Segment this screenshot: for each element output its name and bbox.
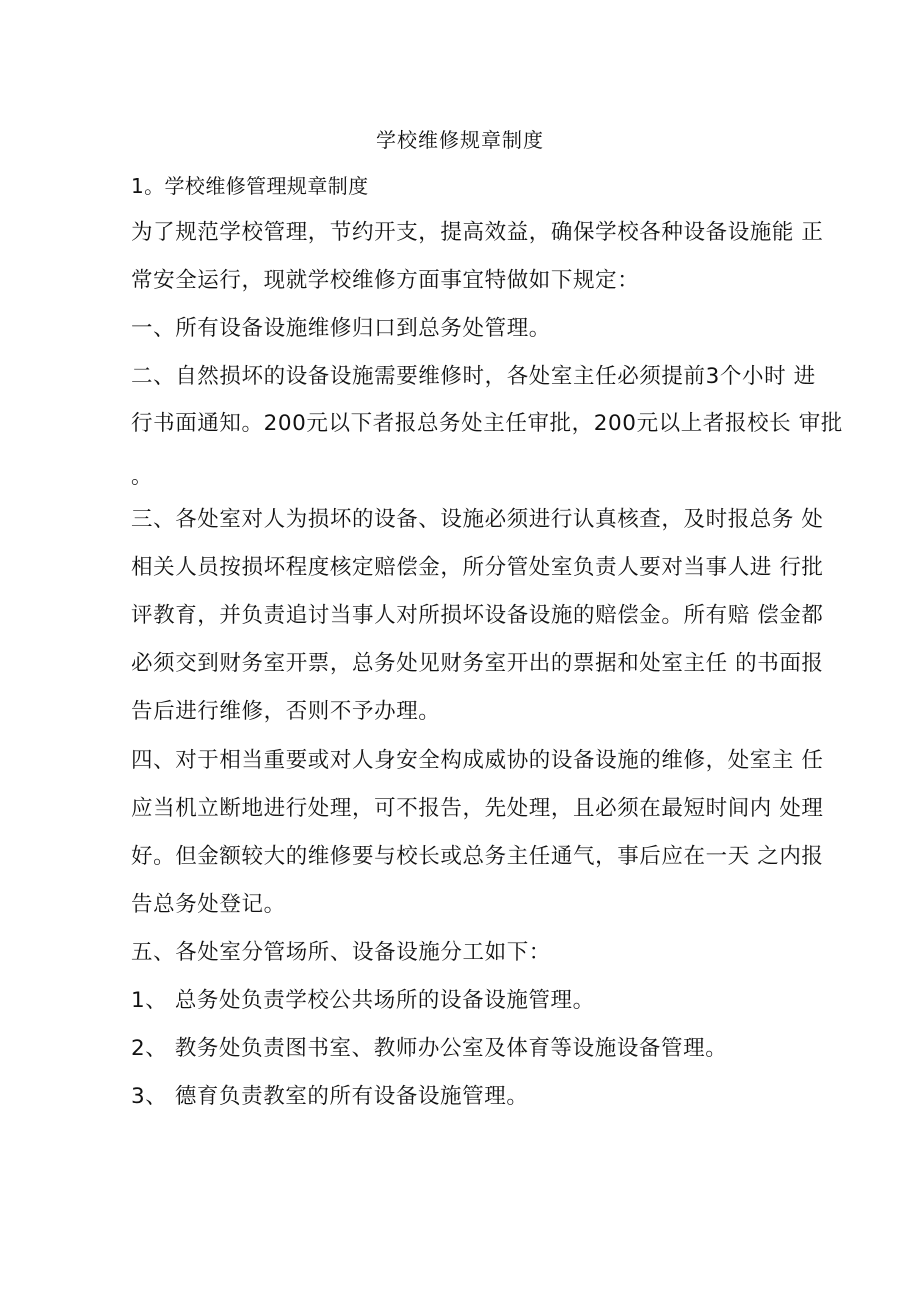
paragraph-line: 告后进行维修，否则不予办理。 (131, 699, 441, 724)
paragraph-line: 应当机立断地进行处理，可不报告，先处理，且必须在最短时间内 处理 (131, 796, 824, 821)
paragraph-line: 相关人员按损坏程度核定赔偿金，所分管处室负责人要对当事人进 行批 (131, 555, 824, 580)
paragraph-line: 。 (131, 464, 152, 488)
paragraph-line: 为了规范学校管理，节约开支，提高效益，确保学校各种设备设施能 正 (131, 220, 824, 245)
section-heading: 1。学校维修管理规章制度 (131, 174, 369, 198)
paragraph-line: 常安全运行，现就学校维修方面事宜特做如下规定： (131, 268, 640, 293)
list-item: 1、 总务处负责学校公共场所的设备设施管理。 (131, 988, 595, 1013)
paragraph-line: 必须交到财务室开票，总务处见财务室开出的票据和处室主任 的书面报 (131, 651, 824, 676)
paragraph-line: 好。但金额较大的维修要与校长或总务主任通气，事后应在一天 之内报 (131, 844, 824, 869)
paragraph-line: 一、所有设备设施维修归口到总务处管理。 (131, 316, 551, 341)
paragraph-line: 二、自然损坏的设备设施需要维修时，各处室主任必须提前3个小时 进 (131, 364, 816, 389)
list-item: 3、 德育负责教室的所有设备设施管理。 (131, 1084, 529, 1109)
paragraph-line: 行书面通知。200元以下者报总务处主任审批，200元以上者报校长 审批 (131, 411, 843, 436)
paragraph-line: 三、各处室对人为损坏的设备、设施必须进行认真核查，及时报总务 处 (131, 507, 824, 532)
paragraph-line: 告总务处登记。 (131, 892, 286, 917)
paragraph-line: 四、对于相当重要或对人身安全构成威协的设备设施的维修，处室主 任 (131, 748, 824, 773)
document-title: 学校维修规章制度 (376, 128, 544, 152)
paragraph-line: 评教育，并负责追讨当事人对所损坏设备设施的赔偿金。所有赔 偿金都 (131, 603, 824, 628)
paragraph-line: 五、各处室分管场所、设备设施分工如下： (131, 940, 551, 965)
list-item: 2、 教务处负责图书室、教师办公室及体育等设施设备管理。 (131, 1036, 728, 1061)
